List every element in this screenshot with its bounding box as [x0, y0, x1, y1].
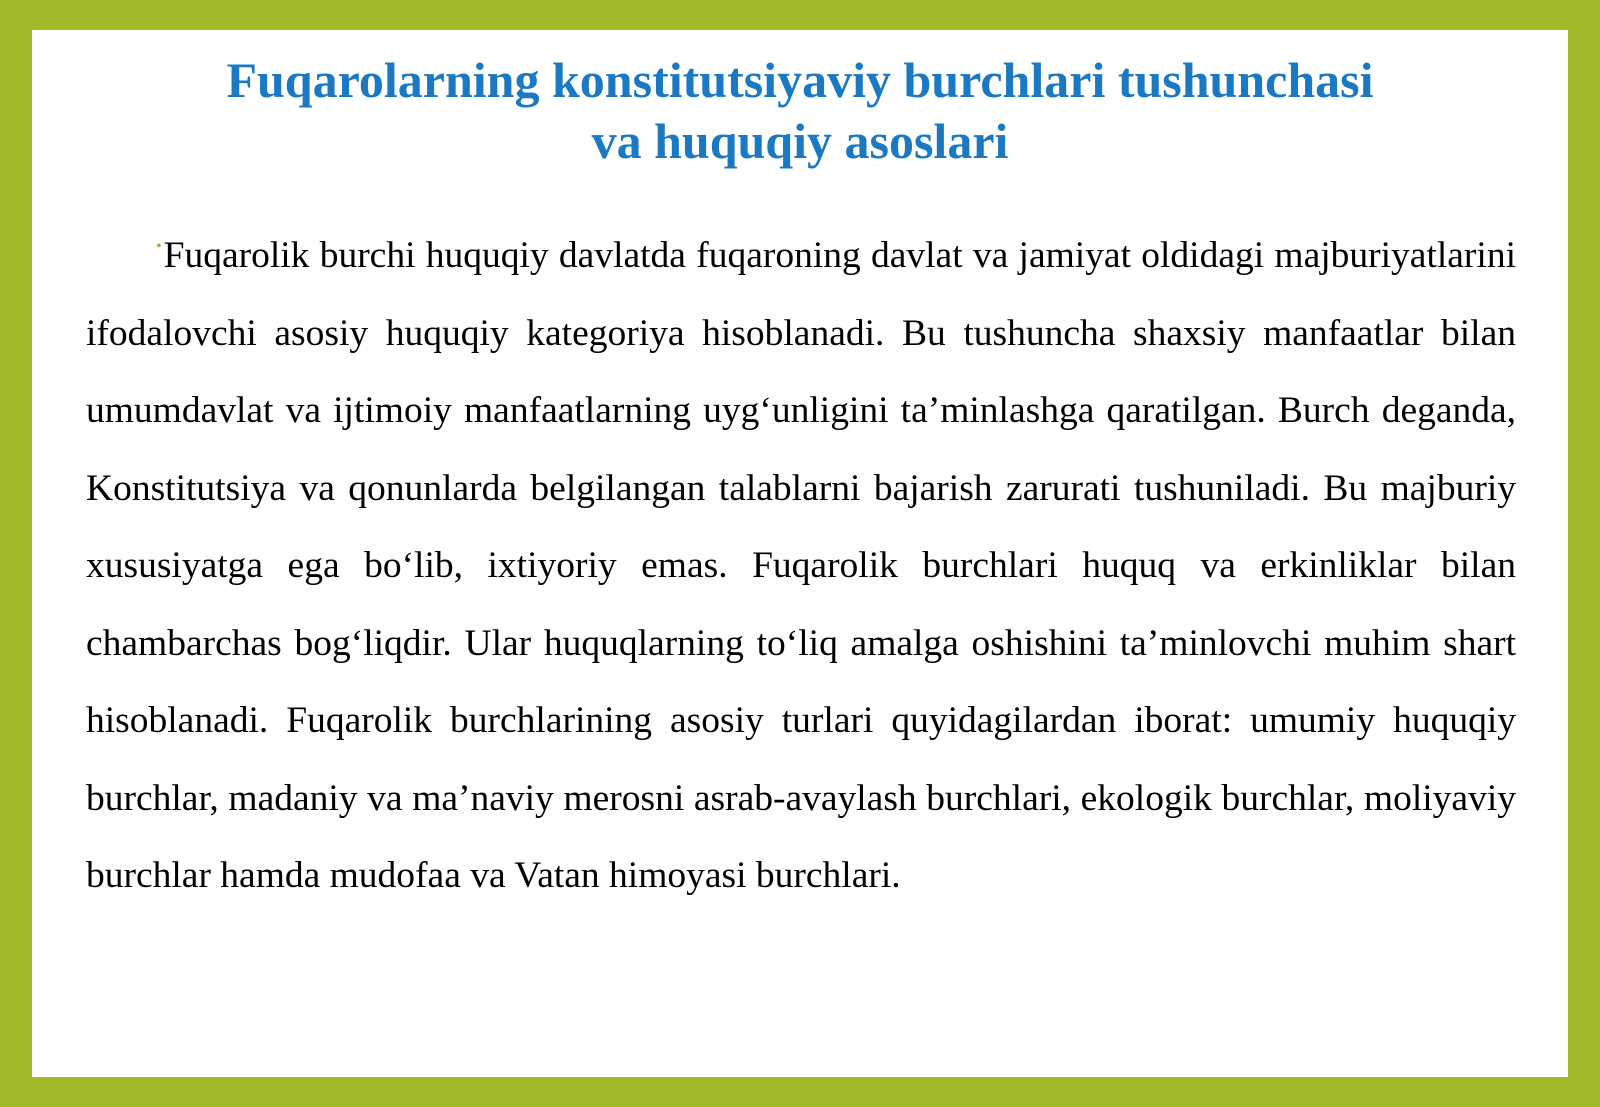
- body-paragraph-text: Fuqarolik burchi huquqiy davlatda fuqaroning davlat va jamiyat oldidagi majburiyatlarini ifodalovchi asosiy huquqiy kategoriya hisoblanadi. Bu tushuncha shaxsiy manfaatlar bilan umumdavlat va ijtimoiy manfaatlarning uyg‘unligini ta’minlashga qaratilgan. Burch deganda, Konstitutsiya va qonunlarda belgilangan talablarni bajarish zarurati tushuniladi. Bu majburiy xususiyatga ega bo‘lib, ixtiyoriy emas. Fuqarolik burchlari huquq va erkinliklar bilan chambarchas bog‘liqdir. Ular huquqlarning to‘liq amalga oshishini ta’minlovchi muhim shart hisoblanadi. Fuqarolik burchlarining asosiy turlari quyidagilardan iborat: umumiy huquqiy burchlar, madaniy va ma’naviy merosni asrab-avaylash burchlari, ekologik burchlar, moliyaviy burchlar hamda mudofaa va Vatan himoyasi burchlari.: [86, 235, 1516, 896]
- body-paragraph: [86, 208, 1516, 915]
- slide-panel: [32, 30, 1568, 1077]
- slide-title-line-1: Fuqarolarning konstitutsiyaviy burchlari tushunchasi: [226, 52, 1374, 108]
- slide-title: [32, 50, 1568, 172]
- slide-title-line-2: va huquqiy asoslari: [591, 113, 1009, 169]
- bullet-dot-icon: •: [156, 238, 162, 255]
